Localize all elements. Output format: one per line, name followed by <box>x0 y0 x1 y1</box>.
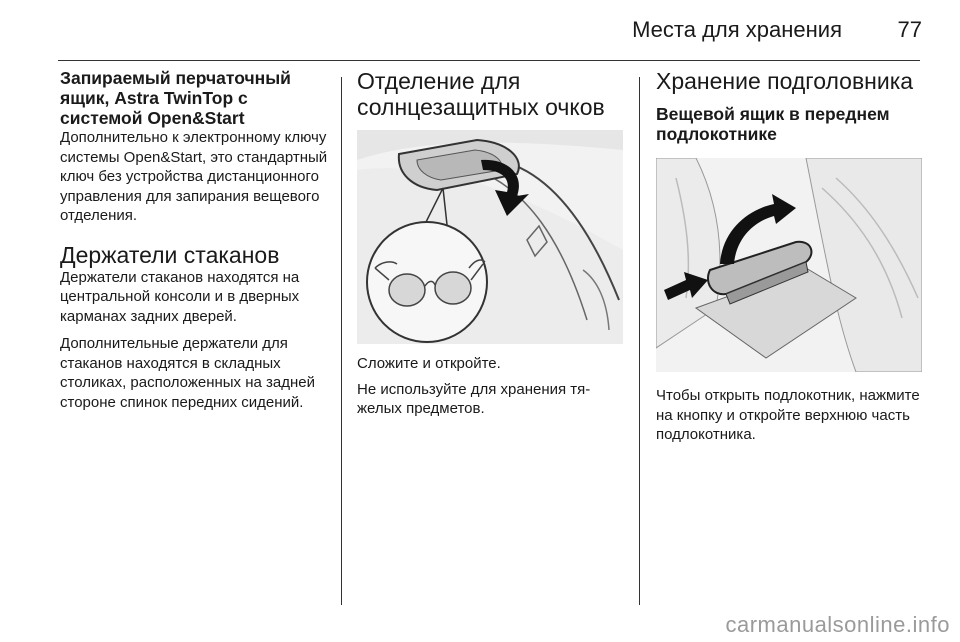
header-rule <box>58 60 920 61</box>
section-heading-cupholders: Держатели стаканов <box>60 241 280 268</box>
subsection-heading-armrest: Вещевой ящик в переднем подлокотнике <box>656 104 890 144</box>
section-heading-glovebox: Запираемый перчаточный ящик, Astra TwinTop с системой Open&Start <box>60 68 291 128</box>
column-1 <box>60 68 330 412</box>
column-divider-1 <box>341 77 342 605</box>
page-number: 77 <box>897 17 922 42</box>
section-text-cupholders-2: Дополнительные держатели для стаканов находятся в складных столиках, расположенных на задней стороне спинок передних сидений. <box>60 335 315 411</box>
page-header <box>0 0 960 60</box>
sunglasses-text-2: Не используйте для хранения тяжелых предметов. <box>357 380 591 417</box>
sunglasses-compartment-illustration <box>357 130 623 344</box>
section-heading-sunglasses: Отделение для солнцезащитных очков <box>357 68 605 120</box>
section-heading-headrest: Хранение подголовника <box>656 68 914 94</box>
armrest-text-1: Чтобы открыть подлокотник, нажмите на кнопку и откройте верхнюю часть подлокотника. <box>656 387 920 443</box>
column-3 <box>656 68 926 445</box>
section-text-cupholders-1: Держатели стаканов находятся на центральной консоли и в дверных карманах задних дверей. <box>60 268 300 325</box>
sunglasses-text-1: Сложите и откройте. <box>357 355 501 372</box>
column-divider-2 <box>639 77 640 605</box>
column-2 <box>357 68 625 419</box>
section-text-glovebox: Дополнительно к электронному ключу системы Open&Start, это стандартный ключ без устройства дистанционного управления для запирания вещевого отделения. <box>60 129 328 224</box>
armrest-storage-illustration <box>656 158 922 372</box>
watermark-text: carmanualsonline.info <box>725 612 950 637</box>
running-title: Места для хранения <box>632 17 842 42</box>
